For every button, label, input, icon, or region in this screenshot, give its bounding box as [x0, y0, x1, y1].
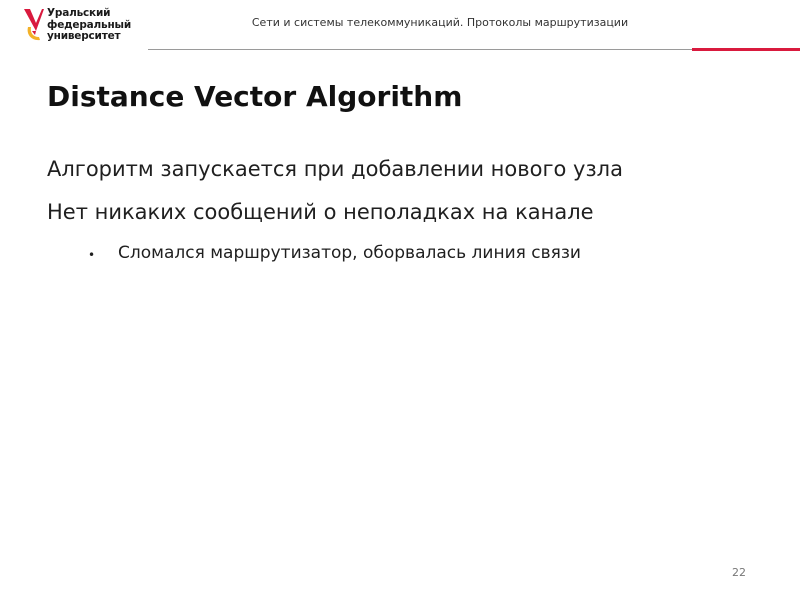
- logo-line-1: Уральский: [47, 7, 111, 19]
- university-logo: [22, 7, 132, 45]
- logo-line-2: федеральный: [47, 18, 131, 31]
- slide-title: Distance Vector Algorithm: [47, 80, 463, 113]
- header-title: Сети и системы телекоммуникаций. Протоколы маршрутизации: [251, 16, 629, 29]
- paragraph-2: Нет никаких сообщений о неполадках на канале: [47, 200, 594, 224]
- logo-line-3: университет: [47, 30, 121, 42]
- page-number: 22: [732, 566, 746, 579]
- bullet-text: Сломался маршрутизатор, оборвалась линия связи: [118, 243, 581, 263]
- header-accent-bar: [692, 48, 800, 51]
- paragraph-1: Алгоритм запускается при добавлении нового узла: [47, 157, 623, 181]
- urfu-crest-icon: [22, 7, 46, 43]
- header-divider: [148, 49, 692, 50]
- bullet-icon: •: [88, 248, 96, 262]
- logo-wordmark: [47, 8, 131, 43]
